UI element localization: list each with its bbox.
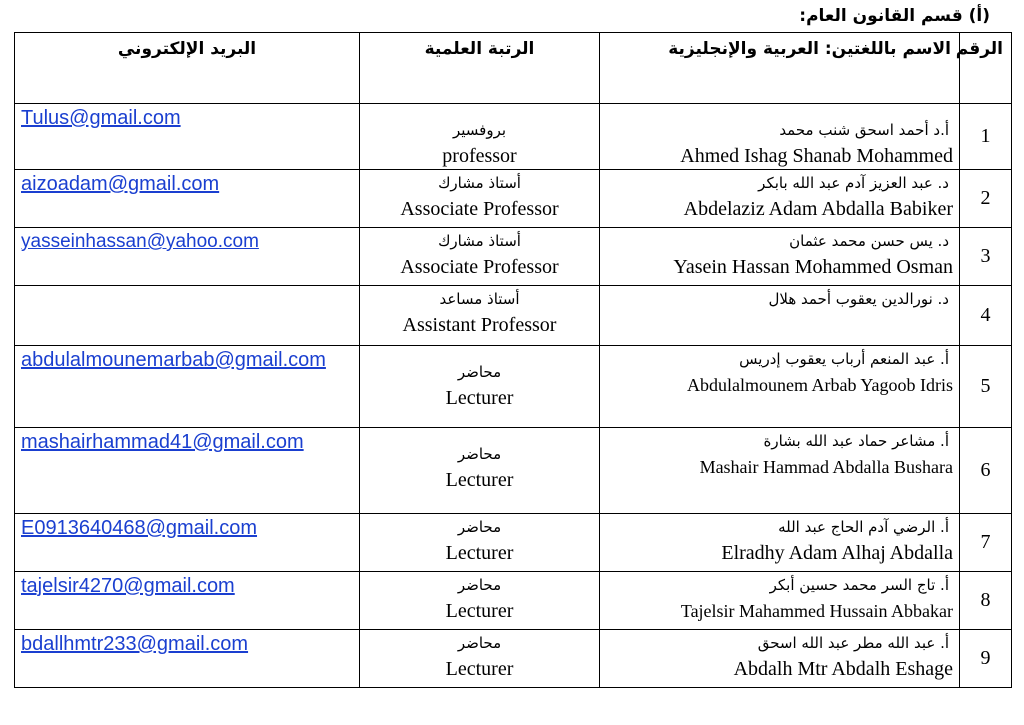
table-row — [15, 514, 1012, 572]
name-arabic: أ. الرضي آدم الحاج عبد الله — [778, 518, 949, 536]
rank-cell — [360, 228, 600, 286]
name-arabic: أ.د أحمد اسحق شنب محمد — [779, 121, 949, 139]
header-name: الاسم باللغتين: العربية والإنجليزية — [600, 33, 960, 104]
name-cell — [600, 514, 960, 572]
name-cell — [600, 630, 960, 688]
email-cell — [15, 572, 360, 630]
name-arabic: أ. عبد الله مطر عبد الله اسحق — [757, 634, 949, 652]
rank-english: Lecturer — [445, 387, 514, 409]
table-row — [15, 228, 1012, 286]
rank-cell — [360, 630, 600, 688]
staff-table — [14, 32, 1012, 688]
rank-arabic: محاضر — [457, 518, 502, 536]
rank-cell — [360, 104, 600, 170]
rank-arabic: أستاذ مشارك — [438, 232, 521, 250]
name-cell — [600, 286, 960, 346]
email-link[interactable]: Tulus@gmail.com — [21, 107, 181, 129]
name-english: Abdalh Mtr Abdalh Eshage — [733, 658, 953, 680]
row-number: 7 — [960, 514, 1012, 572]
table-row — [15, 572, 1012, 630]
name-english: Yasein Hassan Mohammed Osman — [673, 256, 953, 278]
name-arabic: د. يس حسن محمد عثمان — [789, 232, 949, 250]
rank-arabic: محاضر — [457, 634, 502, 652]
email-link[interactable]: mashairhammad41@gmail.com — [21, 431, 304, 453]
table-header-row — [15, 33, 1012, 104]
rank-english: Lecturer — [445, 600, 514, 622]
rank-arabic: بروفسير — [452, 121, 507, 139]
section-title: (أ) قسم القانون العام: — [799, 6, 990, 26]
name-cell — [600, 346, 960, 428]
row-number: 8 — [960, 572, 1012, 630]
email-link[interactable]: abdulalmounemarbab@gmail.com — [21, 349, 326, 371]
rank-cell — [360, 572, 600, 630]
name-arabic: أ. تاج السر محمد حسين أبكر — [769, 576, 949, 594]
table-row — [15, 170, 1012, 228]
email-cell — [15, 228, 360, 286]
name-english: Mashair Hammad Abdalla Bushara — [699, 457, 953, 477]
table-row — [15, 286, 1012, 346]
name-english: Abdulalmounem Arbab Yagoob Idris — [687, 375, 953, 395]
header-email: البريد الإلكتروني — [15, 33, 360, 104]
rank-english: Lecturer — [445, 542, 514, 564]
name-cell — [600, 170, 960, 228]
rank-english: Lecturer — [445, 469, 514, 491]
rank-cell — [360, 346, 600, 428]
name-english: Abdelaziz Adam Abdalla Babiker — [683, 198, 953, 220]
email-cell — [15, 346, 360, 428]
row-number: 9 — [960, 630, 1012, 688]
row-number: 4 — [960, 286, 1012, 346]
rank-arabic: محاضر — [457, 363, 502, 381]
email-cell — [15, 170, 360, 228]
email-cell — [15, 630, 360, 688]
rank-arabic: أستاذ مساعد — [439, 290, 520, 308]
row-number: 6 — [960, 428, 1012, 514]
email-link[interactable]: aizoadam@gmail.com — [21, 173, 220, 195]
rank-english: professor — [442, 145, 517, 167]
name-cell — [600, 228, 960, 286]
table-row — [15, 428, 1012, 514]
rank-english: Associate Professor — [400, 198, 559, 220]
row-number: 3 — [960, 228, 1012, 286]
rank-cell — [360, 514, 600, 572]
email-cell — [15, 286, 360, 346]
table-row — [15, 346, 1012, 428]
rank-arabic: محاضر — [457, 576, 502, 594]
email-link[interactable]: tajelsir4270@gmail.com — [21, 575, 235, 597]
name-english: Elradhy Adam Alhaj Abdalla — [721, 542, 953, 564]
email-link[interactable]: yasseinhassan@yahoo.com — [21, 231, 259, 252]
email-link[interactable]: bdallhmtr233@gmail.com — [21, 633, 249, 655]
table-row — [15, 104, 1012, 170]
rank-cell — [360, 170, 600, 228]
rank-cell — [360, 428, 600, 514]
rank-cell — [360, 286, 600, 346]
email-link[interactable]: E0913640468@gmail.com — [21, 517, 258, 539]
rank-english: Associate Professor — [400, 256, 559, 278]
header-rank: الرتبة العلمية — [360, 33, 600, 104]
name-arabic: أ. مشاعر حماد عبد الله بشارة — [763, 432, 949, 450]
name-english: Tajelsir Mahammed Hussain Abbakar — [680, 601, 953, 621]
table-row — [15, 630, 1012, 688]
email-cell — [15, 428, 360, 514]
name-arabic: د. نورالدين يعقوب أحمد هلال — [768, 290, 949, 308]
rank-arabic: محاضر — [457, 445, 502, 463]
rank-english: Lecturer — [445, 658, 514, 680]
email-cell — [15, 514, 360, 572]
rank-english: Assistant Professor — [402, 314, 557, 336]
name-cell — [600, 572, 960, 630]
row-number: 1 — [960, 104, 1012, 170]
name-cell — [600, 428, 960, 514]
name-arabic: د. عبد العزيز آدم عبد الله بابكر — [758, 174, 949, 192]
email-cell — [15, 104, 360, 170]
rank-arabic: أستاذ مشارك — [438, 174, 521, 192]
name-arabic: أ. عبد المنعم أرباب يعقوب إدريس — [739, 350, 949, 368]
row-number: 5 — [960, 346, 1012, 428]
name-english: Ahmed Ishag Shanab Mohammed — [680, 145, 953, 167]
header-number: الرقم — [960, 33, 1012, 104]
name-cell — [600, 104, 960, 170]
row-number: 2 — [960, 170, 1012, 228]
